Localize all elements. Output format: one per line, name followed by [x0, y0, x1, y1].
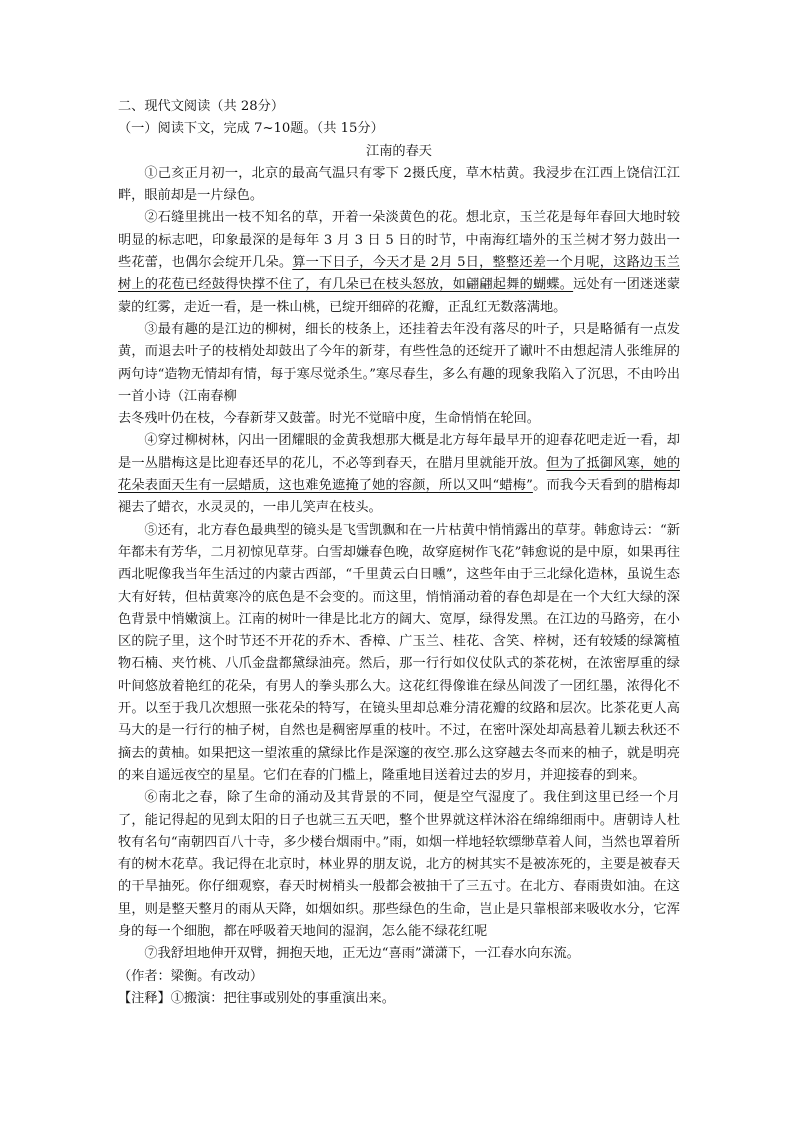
annotation-note: 【注释】①搬演：把往事或别处的事重演出来。 [118, 990, 395, 1006]
sub-header: （一）阅读下文，完成 7~10题。（共 15分） [118, 121, 384, 137]
paragraph-2-text-a: ②石缝里挑出一枝不知名的草，开着一朵淡黄色的花。想北京，玉兰花是每年春回大地时较明显的标志吧，印象最深的是每年 3 月 3 日 5 日的时节，中南海红墙外的玉兰树才努力鼓出一些花蕾，也偶尔会绽开几朵。 [118, 210, 680, 271]
paragraph-7: ⑦我舒坦地伸开双臂，拥抱天地，正无边“喜雨”潇潇下，一江春水向东流。 [144, 946, 580, 962]
paragraph-2-text-b: 远处有一团迷迷蒙蒙的红雾，走近一看，是一株山桃，已绽开细碎的花瓣，正乱红无数落满地。 [118, 277, 681, 315]
reading-passage [118, 96, 680, 1010]
paragraph-3: ③最有趣的是江边的柳树，细长的枝条上，还挂着去年没有落尽的叶子，只是略循有一点发黄，而退去叶子的枝梢处却鼓出了今年的新芽，有些性急的还绽开了谳叶不由想起清人张维屏的两句诗“造物无情却有情，每于寒尽觉杀生。”寒尽春生，多么有趣的现象我陷入了沉思，不由吟出一首小诗（江南春柳 [118, 321, 680, 404]
paragraph-4-text-b: 。而我今天看到的腊梅却褪去了蜡衣，水灵灵的，一串儿笑声在枝头。 [118, 478, 681, 516]
poem-lines: 去冬残叶仍在枝，今春新芽又鼓蕾。时光不觉暗中度，生命悄悄在轮回。 [118, 411, 540, 427]
paragraph-4-text-a: ④穿过柳树林，闪出一团耀眼的金黄我想那大概是北方每年最早开的迎春花吧走近一看，却是一丛腊梅这是比迎春还早的花儿，不必等到春天，在腊月里就能开放。 [118, 433, 680, 471]
passage-title: 江南的春天 [366, 143, 432, 159]
paragraph-4 [118, 430, 680, 519]
paragraph-2-underlined: 算一下日子，今天才是 2月 5日，整整还差一个月呢，这路边玉兰树上的花苞已经鼓得快撑不住了，有几朵已在枝头怒放，如翩翩起舞的蝴蝶。 [118, 255, 680, 293]
author-credit: （作者：梁衡。有改动） [118, 968, 264, 984]
paragraph-5: ⑤还有，北方春色最典型的镜头是飞雪凯飘和在一片枯黄中悄悄露出的草芽。韩愈诗云：“新年都未有芳华，二月初惊见草芽。白雪却嫌春色晚，故穿庭树作飞花”韩愈说的是中原，如果再往西北呢像我当年生活过的内蒙古西部，“千里黄云白日曛”，这些年由于三北绿化造林，虽说生态大有好转，但枯黄寒冷的底色是不会变的。而这里，悄悄涌动着的春色却是在一个大红大绿的深色背景中悄嫩演上。江南的树叶一律是比北方的阔大、宽厚，绿得发黑。在江边的马路旁，在小区的院子里，这个时节还不开花的乔木、香樟、广玉兰、桂花、含笑、梓树，还有较矮的绿篱植物石楠、夹竹桃、八爪金盘都黛绿油亮。然后，那一行行如仪仗队式的茶花树，在浓密厚重的绿叶间悠放着艳红的花朵，有男人的拳头那么大。这花红得像谁在绿丛间泼了一团红墨，浓得化不开。以至于我几次想照一张花朵的特写，在镜头里却总难分清花瓣的纹路和层次。比茶花更人高马大的是一行行的柚子树，自然也是稠密厚重的枝叶。不过，在密叶深处却高悬着儿颖去秋还不摘去的黄柚。如果把这一望浓重的黛绿比作是深邃的夜空.那么这穿越去冬而来的柚子，就是明亮的来自遥远夜空的星星。它们在春的门槛上，隆重地目送着过去的岁月，并迎接春的到来。 [118, 522, 680, 783]
paragraph-6: ⑥南北之春，除了生命的涌动及其背景的不同，便是空气湿度了。我住到这里已经一个月了，能记得起的见到太阳的日子也就三五天吧，整个世界就这样沐浴在绵绵细雨中。唐朝诗人杜牧有名句“南朝四百八十寺，多少楼台烟雨中。”雨，如烟一样地轻软缥缈草着人间，当然也罩着所有的树木花草。我记得在北京时，林业界的朋友说，北方的树其实不是被冻死的，主要是被春天的干旱抽死。你仔细观察，春天时树梢头一般都会被抽干了三五寸。在北方、春雨贵如油。在这里，则是整天整月的雨从天降，如烟如织。那些绿色的生命，岂止是只靠根部来吸收水分，它浑身的每一个细胞，都在呼吸着天地间的湿润，怎么能不绿花红呢 [118, 790, 680, 939]
section-header: 二、现代文阅读（共 28分） [118, 99, 285, 114]
paragraph-2 [118, 207, 680, 318]
paragraph-1: ①己亥正月初一，北京的最高气温只有零下 2摄氏度，草木枯黄。我浸步在江西上饶信江江畔，眼前却是一片绿色。 [118, 165, 680, 204]
paragraph-4-underlined: 但为了抵御风寒，她的花朵表面天生有一层蜡质，这也难免遮掩了她的容颜，所以又叫“蜡梅” [118, 455, 681, 494]
